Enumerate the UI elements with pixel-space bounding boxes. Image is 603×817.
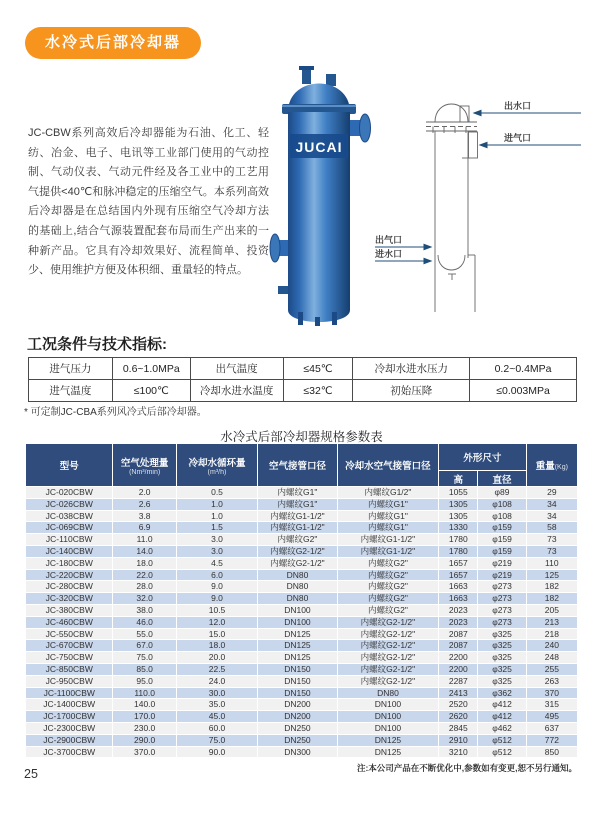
table-cell: 140.0 — [113, 699, 175, 710]
table-cell: φ273 — [478, 581, 525, 592]
table-cell: 218 — [527, 629, 577, 640]
conditions-table-body — [29, 358, 577, 402]
table-row — [26, 711, 577, 722]
table-cell: 495 — [527, 711, 577, 722]
table-cell: DN80 — [338, 688, 439, 699]
footer-note: 注:本公司产品在不断优化中,参数如有变更,恕不另行通知。 — [356, 763, 577, 773]
table-cell: 772 — [527, 735, 577, 746]
col-weight-unit: (Kg) — [554, 464, 568, 471]
table-cell: 205 — [527, 605, 577, 616]
table-cell: DN100 — [258, 605, 336, 616]
table-cell: DN300 — [258, 747, 336, 758]
table-cell: 370.0 — [113, 747, 175, 758]
table-cell: 14.0 — [113, 546, 175, 557]
table-cell: 内螺纹G2-1/2" — [258, 546, 336, 557]
table-cell: 内螺纹G1" — [258, 499, 336, 510]
table-cell: DN150 — [258, 676, 336, 687]
table-cell: JC-020CBW — [26, 487, 112, 498]
table-row — [29, 380, 577, 402]
table-row — [26, 688, 577, 699]
vessel-outline — [426, 104, 478, 312]
table-row — [26, 499, 577, 510]
table-cell: 1.0 — [177, 511, 257, 522]
table-cell: φ325 — [478, 676, 525, 687]
page-number: 25 — [24, 767, 38, 781]
table-cell: 18.0 — [113, 558, 175, 569]
table-row — [26, 664, 577, 675]
table-cell: φ89 — [478, 487, 525, 498]
table-cell: DN100 — [338, 699, 439, 710]
table-cell: 2200 — [439, 652, 477, 663]
table-cell: JC-850CBW — [26, 664, 112, 675]
spec-table-title: 水冷式后部冷却器规格参数表 — [220, 430, 383, 444]
label-water-inlet: 进水口 — [375, 249, 403, 259]
table-cell: JC-280CBW — [26, 581, 112, 592]
conditions-footnote: * 可定制JC-CBA系列风冷式后部冷却器。 — [24, 407, 207, 418]
table-cell: 637 — [527, 723, 577, 734]
table-cell: 10.5 — [177, 605, 257, 616]
table-cell: φ108 — [478, 511, 525, 522]
table-cell: 30.0 — [177, 688, 257, 699]
table-cell: 2023 — [439, 617, 477, 628]
table-cell: JC-069CBW — [26, 522, 112, 533]
table-cell: DN80 — [258, 593, 336, 604]
table-cell: JC-038CBW — [26, 511, 112, 522]
table-cell: 内螺纹G1" — [338, 499, 439, 510]
table-cell: DN200 — [258, 699, 336, 710]
table-cell: JC-460CBW — [26, 617, 112, 628]
table-cell: 55.0 — [113, 629, 175, 640]
table-cell: JC-2900CBW — [26, 735, 112, 746]
table-cell: 75.0 — [113, 652, 175, 663]
table-cell: φ325 — [478, 640, 525, 651]
table-cell: 2620 — [439, 711, 477, 722]
table-cell: JC-180CBW — [26, 558, 112, 569]
table-cell: 0.2~0.4MPa — [470, 358, 577, 380]
spec-table-body — [26, 487, 577, 757]
table-cell: ≤32℃ — [283, 380, 353, 402]
table-cell: 46.0 — [113, 617, 175, 628]
table-cell: φ362 — [478, 688, 525, 699]
leg — [298, 312, 303, 325]
table-cell: 95.0 — [113, 676, 175, 687]
table-row — [26, 570, 577, 581]
table-cell: 213 — [527, 617, 577, 628]
table-cell: 内螺纹G2-1/2" — [338, 640, 439, 651]
table-cell: DN80 — [258, 581, 336, 592]
table-cell: 315 — [527, 699, 577, 710]
table-cell: φ108 — [478, 499, 525, 510]
table-cell: 58 — [527, 522, 577, 533]
table-cell: 85.0 — [113, 664, 175, 675]
label-water-outlet: 出水口 — [504, 101, 532, 111]
table-cell: JC-1700CBW — [26, 711, 112, 722]
table-cell: 内螺纹G1-1/2" — [258, 522, 336, 533]
table-cell: JC-950CBW — [26, 676, 112, 687]
table-cell: φ512 — [478, 747, 525, 758]
technical-drawing — [328, 70, 586, 332]
table-cell: DN125 — [338, 747, 439, 758]
table-cell: 263 — [527, 676, 577, 687]
table-cell: 170.0 — [113, 711, 175, 722]
table-cell: JC-026CBW — [26, 499, 112, 510]
table-row — [26, 735, 577, 746]
table-cell: 进气压力 — [29, 358, 113, 380]
table-cell: 2413 — [439, 688, 477, 699]
table-cell: 内螺纹G2-1/2" — [338, 664, 439, 675]
table-cell: φ273 — [478, 593, 525, 604]
table-cell: 9.0 — [177, 581, 257, 592]
table-cell: DN150 — [258, 664, 336, 675]
table-row — [26, 605, 577, 616]
table-cell: 内螺纹G1-1/2" — [338, 534, 439, 545]
table-cell: 出气温度 — [190, 358, 283, 380]
table-cell: 1663 — [439, 581, 477, 592]
top-nozzle — [302, 68, 311, 84]
table-cell: φ412 — [478, 711, 525, 722]
table-row — [26, 546, 577, 557]
table-cell: 4.5 — [177, 558, 257, 569]
table-cell: 1.0 — [177, 499, 257, 510]
col-header-water-pipe: 冷却水空气接管口径 — [338, 444, 439, 486]
table-cell: 冷却水进水温度 — [190, 380, 283, 402]
table-cell: 1330 — [439, 522, 477, 533]
label-air-outlet: 出气口 — [375, 235, 403, 245]
table-cell: 内螺纹G2" — [338, 558, 439, 569]
table-cell: 290.0 — [113, 735, 175, 746]
table-cell: DN80 — [258, 570, 336, 581]
table-row — [26, 723, 577, 734]
table-cell: JC-320CBW — [26, 593, 112, 604]
table-cell: 18.0 — [177, 640, 257, 651]
col-header-weight — [527, 444, 577, 486]
table-cell: 内螺纹G2-1/2" — [338, 629, 439, 640]
table-cell: JC-3700CBW — [26, 747, 112, 758]
table-cell: 0.5 — [177, 487, 257, 498]
table-cell: 内螺纹G1/2" — [338, 487, 439, 498]
table-cell: JC-220CBW — [26, 570, 112, 581]
table-cell: φ273 — [478, 617, 525, 628]
leader-lines — [375, 110, 581, 263]
table-cell: 2520 — [439, 699, 477, 710]
table-cell: 内螺纹G2-1/2" — [258, 558, 336, 569]
table-cell: 3.8 — [113, 511, 175, 522]
table-cell: JC-670CBW — [26, 640, 112, 651]
col-weight-label: 重量 — [535, 461, 555, 472]
table-cell: φ219 — [478, 558, 525, 569]
table-cell: DN200 — [258, 711, 336, 722]
intro-paragraph: JC-CBW系列高效后冷却器能为石油、化工、轻纺、冶金、电子、电讯等工业部门使用的气动控制、气动仪表、气动元件经及各工业中的工艺用气提供<40℃和脉冲稳定的压缩空气。本系列高效后冷却器是在总结国内外现有压缩空气冷却方法的基础上,结合气源装置配套布局而生产出来的一种新产品。它具有冷却效果好、流程简单、投资少、使用维护方便及体积细、重量轻的特点。 — [28, 127, 269, 277]
table-cell: DN150 — [258, 688, 336, 699]
spec-table-header — [26, 444, 577, 486]
table-cell: DN250 — [258, 735, 336, 746]
table-cell: DN100 — [258, 617, 336, 628]
table-cell: 73 — [527, 546, 577, 557]
col-header-air-flow — [113, 444, 175, 486]
table-cell: 3.0 — [177, 546, 257, 557]
table-cell: 1657 — [439, 570, 477, 581]
table-cell: 1780 — [439, 534, 477, 545]
table-cell: 内螺纹G2" — [338, 581, 439, 592]
table-cell: 850 — [527, 747, 577, 758]
table-row — [26, 629, 577, 640]
table-cell: 35.0 — [177, 699, 257, 710]
col-air-flow-unit: (Nm³/min) — [129, 468, 161, 476]
table-cell: 1.5 — [177, 522, 257, 533]
table-cell: 255 — [527, 664, 577, 675]
table-cell: JC-750CBW — [26, 652, 112, 663]
table-cell: φ412 — [478, 699, 525, 710]
table-cell: JC-1400CBW — [26, 699, 112, 710]
table-cell: DN125 — [338, 735, 439, 746]
table-cell: 内螺纹G2" — [338, 593, 439, 604]
table-cell: 75.0 — [177, 735, 257, 746]
table-cell: 182 — [527, 593, 577, 604]
table-row — [26, 558, 577, 569]
table-cell: JC-110CBW — [26, 534, 112, 545]
table-cell: 110 — [527, 558, 577, 569]
table-cell: 32.0 — [113, 593, 175, 604]
table-cell: DN100 — [338, 711, 439, 722]
table-cell: φ512 — [478, 735, 525, 746]
drain-stub — [278, 286, 288, 294]
table-cell: φ462 — [478, 723, 525, 734]
table-cell: 6.9 — [113, 522, 175, 533]
table-cell: 11.0 — [113, 534, 175, 545]
table-cell: 1663 — [439, 593, 477, 604]
table-cell: 1055 — [439, 487, 477, 498]
table-row — [26, 699, 577, 710]
table-cell: ≤100℃ — [112, 380, 190, 402]
table-cell: 60.0 — [177, 723, 257, 734]
table-row — [26, 522, 577, 533]
col-header-dimensions: 外形尺寸 — [439, 444, 525, 470]
table-cell: 内螺纹G1-1/2" — [338, 546, 439, 557]
table-cell: 0.6~1.0MPa — [112, 358, 190, 380]
leg — [315, 317, 320, 326]
table-row — [26, 747, 577, 758]
top-nozzle-cap — [299, 66, 314, 70]
table-cell: 73 — [527, 534, 577, 545]
table-cell: φ159 — [478, 534, 525, 545]
table-cell: 230.0 — [113, 723, 175, 734]
table-cell: 34 — [527, 511, 577, 522]
table-cell: 22.0 — [113, 570, 175, 581]
table-cell: 内螺纹G1" — [338, 522, 439, 533]
table-cell: JC-380CBW — [26, 605, 112, 616]
table-cell: 2.0 — [113, 487, 175, 498]
table-cell: 3.0 — [177, 534, 257, 545]
table-cell: 125 — [527, 570, 577, 581]
table-cell: 内螺纹G1" — [258, 487, 336, 498]
table-cell: 110.0 — [113, 688, 175, 699]
table-cell: 22.5 — [177, 664, 257, 675]
table-row — [26, 487, 577, 498]
table-cell: DN125 — [258, 640, 336, 651]
col-water-flow-label: 冷却水循环量 — [188, 457, 246, 469]
table-cell: 内螺纹G2" — [258, 534, 336, 545]
table-cell: 24.0 — [177, 676, 257, 687]
table-cell: 29 — [527, 487, 577, 498]
table-cell: φ325 — [478, 629, 525, 640]
col-header-model: 型号 — [26, 444, 112, 486]
table-cell: 2200 — [439, 664, 477, 675]
col-header-height: 高 — [439, 471, 477, 486]
table-cell: JC-140CBW — [26, 546, 112, 557]
table-cell: 内螺纹G2" — [338, 570, 439, 581]
table-cell: φ273 — [478, 605, 525, 616]
table-cell: 182 — [527, 581, 577, 592]
conditions-heading: 工况条件与技术指标: — [27, 336, 167, 353]
table-cell: 初始压降 — [353, 380, 470, 402]
table-cell: 1305 — [439, 499, 477, 510]
table-cell: 3210 — [439, 747, 477, 758]
table-cell: 2.6 — [113, 499, 175, 510]
table-cell: 1657 — [439, 558, 477, 569]
table-cell: 12.0 — [177, 617, 257, 628]
table-cell: DN125 — [258, 629, 336, 640]
table-cell: 内螺纹G2-1/2" — [338, 676, 439, 687]
table-cell: 内螺纹G2" — [338, 605, 439, 616]
table-cell: 内螺纹G2-1/2" — [338, 617, 439, 628]
table-cell: ≤0.003MPa — [470, 380, 577, 402]
table-cell: DN250 — [258, 723, 336, 734]
col-header-diameter: 直径 — [478, 471, 525, 486]
table-cell: 进气温度 — [29, 380, 113, 402]
col-water-flow-unit: (m³/h) — [207, 468, 227, 476]
table-cell: JC-1100CBW — [26, 688, 112, 699]
table-cell: φ325 — [478, 652, 525, 663]
table-cell: 6.0 — [177, 570, 257, 581]
table-cell: 2087 — [439, 640, 477, 651]
spec-table — [25, 443, 578, 758]
table-row — [26, 534, 577, 545]
table-cell: φ325 — [478, 664, 525, 675]
table-cell: 45.0 — [177, 711, 257, 722]
table-cell: 34 — [527, 499, 577, 510]
table-cell: 90.0 — [177, 747, 257, 758]
table-cell: 冷却水进水压力 — [353, 358, 470, 380]
page-title: 水冷式后部冷却器 — [25, 27, 201, 59]
table-cell: 67.0 — [113, 640, 175, 651]
table-cell: DN125 — [258, 652, 336, 663]
table-cell: 内螺纹G1" — [338, 511, 439, 522]
table-row — [26, 581, 577, 592]
table-cell: φ159 — [478, 546, 525, 557]
table-cell: 内螺纹G1-1/2" — [258, 511, 336, 522]
col-header-water-flow — [177, 444, 257, 486]
table-row — [26, 652, 577, 663]
table-cell: 28.0 — [113, 581, 175, 592]
label-air-inlet: 进气口 — [504, 133, 532, 143]
table-row — [26, 640, 577, 651]
table-cell: 15.0 — [177, 629, 257, 640]
conditions-table — [28, 357, 577, 402]
col-air-flow-label: 空气处理量 — [120, 457, 169, 469]
table-cell: JC-550CBW — [26, 629, 112, 640]
table-row — [26, 676, 577, 687]
table-row — [29, 358, 577, 380]
table-cell: φ159 — [478, 522, 525, 533]
table-cell: 370 — [527, 688, 577, 699]
table-cell: 2287 — [439, 676, 477, 687]
table-row — [26, 617, 577, 628]
table-cell: 1780 — [439, 546, 477, 557]
table-row — [26, 593, 577, 604]
table-cell: DN100 — [338, 723, 439, 734]
table-cell: 38.0 — [113, 605, 175, 616]
table-cell: 内螺纹G2-1/2" — [338, 652, 439, 663]
table-cell: ≤45℃ — [283, 358, 353, 380]
table-cell: 240 — [527, 640, 577, 651]
table-cell: 2087 — [439, 629, 477, 640]
brand-text: JUCAI — [295, 139, 343, 155]
left-flange-disc — [270, 234, 280, 262]
table-cell: 1305 — [439, 511, 477, 522]
table-cell: 2910 — [439, 735, 477, 746]
col-header-air-pipe: 空气接管口径 — [258, 444, 336, 486]
table-cell: 20.0 — [177, 652, 257, 663]
table-cell: φ219 — [478, 570, 525, 581]
table-cell: 248 — [527, 652, 577, 663]
table-cell: 2023 — [439, 605, 477, 616]
table-row — [26, 511, 577, 522]
table-cell: JC-2300CBW — [26, 723, 112, 734]
table-cell: 2845 — [439, 723, 477, 734]
table-cell: 9.0 — [177, 593, 257, 604]
